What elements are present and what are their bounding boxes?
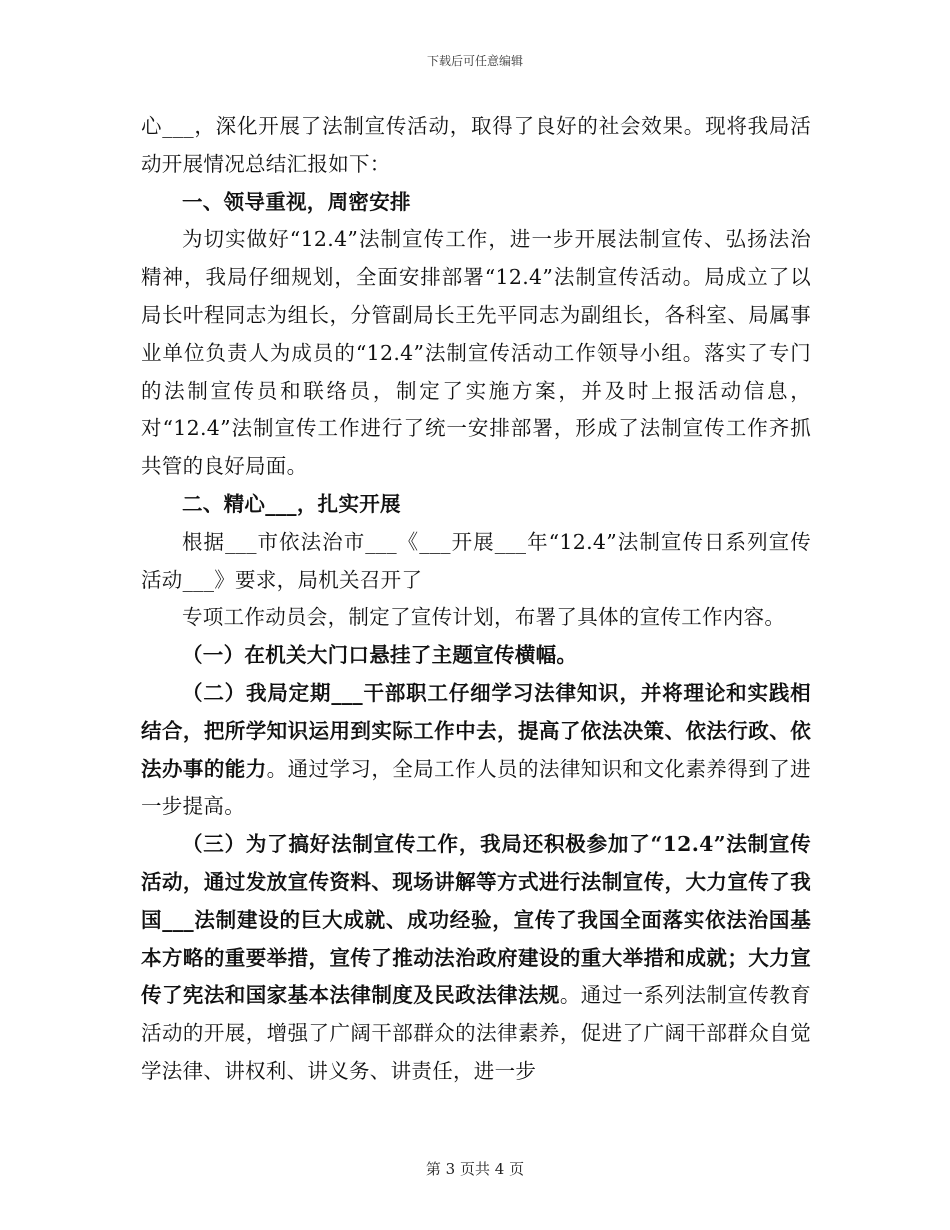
list-item-3-text: 。通过一系列法制宣传教育活动的开展，增强了广阔干部群众的法律素养，促进了广阔干部群众自觉学法律、讲权利、讲义务、讲责任，进一步	[141, 983, 812, 1083]
list-item-3	[141, 826, 811, 1091]
paragraph-section-2-meeting: 专项工作动员会，制定了宣传计划，布署了具体的宣传工作内容。	[182, 605, 786, 630]
list-item-2-text: 。通过学习，全局工作人员的法律知识和文化素养得到了进一步提高。	[141, 756, 811, 819]
list-item-2	[141, 675, 811, 826]
paragraph-section-2-basis: 根据___市依法治市___《___开展___年“12.4”法制宣传日系列宣传活动___》要求，局机关召开了	[141, 529, 811, 592]
section-heading-2: 二、精心___，扎实开展	[182, 491, 401, 516]
paragraph-intro: 心___，深化开展了法制宣传活动，取得了良好的社会效果。现将我局活动开展情况总结汇报如下：	[141, 114, 811, 176]
page-number: 第 3 页共 4 页	[425, 1160, 525, 1178]
list-item-3-emphasis: （三）为了搞好法制宣传工作，我局还积极参加了“12.4”法制宣传活动，通过发放宣传资料、现场讲解等方式进行法制宣传，大力宣传了我国___法制建设的巨大成就、成功经验，宣传了我国全面落实依法治国基本方略的重要举措，宣传了推动法治政府建设的重大举措和成就；大力宣传了宪法和国家基本法律制度及民政法律法规	[141, 832, 811, 1008]
section-heading-1: 一、领导重视，周密安排	[182, 189, 411, 214]
page-header-note: 下载后可任意编辑	[426, 54, 523, 68]
list-item-1: （一）在机关大门口悬挂了主题宣传横幅。	[182, 643, 578, 668]
document-body	[141, 108, 811, 1091]
list-item-2-emphasis: （二）我局定期___干部职工仔细学习法律知识，并将理论和实践相结合，把所学知识运用到实际工作中去，提高了依法决策、依法行政、依法办事的能力	[141, 680, 811, 781]
paragraph-section-1: 为切实做好“12.4”法制宣传工作，进一步开展法制宣传、弘扬法治精神，我局仔细规划，全面安排部署“12.4”法制宣传活动。局成立了以局长叶程同志为组长，分管副局长王先平同志为副组长，各科室、局属事业单位负责人为成员的“12.4”法制宣传活动工作领导小组。落实了专门的法制宣传员和联络员，制定了实施方案，并及时上报活动信息，对“12.4”法制宣传工作进行了统一安排部署，形成了法制宣传工作齐抓共管的良好局面。	[141, 227, 811, 479]
